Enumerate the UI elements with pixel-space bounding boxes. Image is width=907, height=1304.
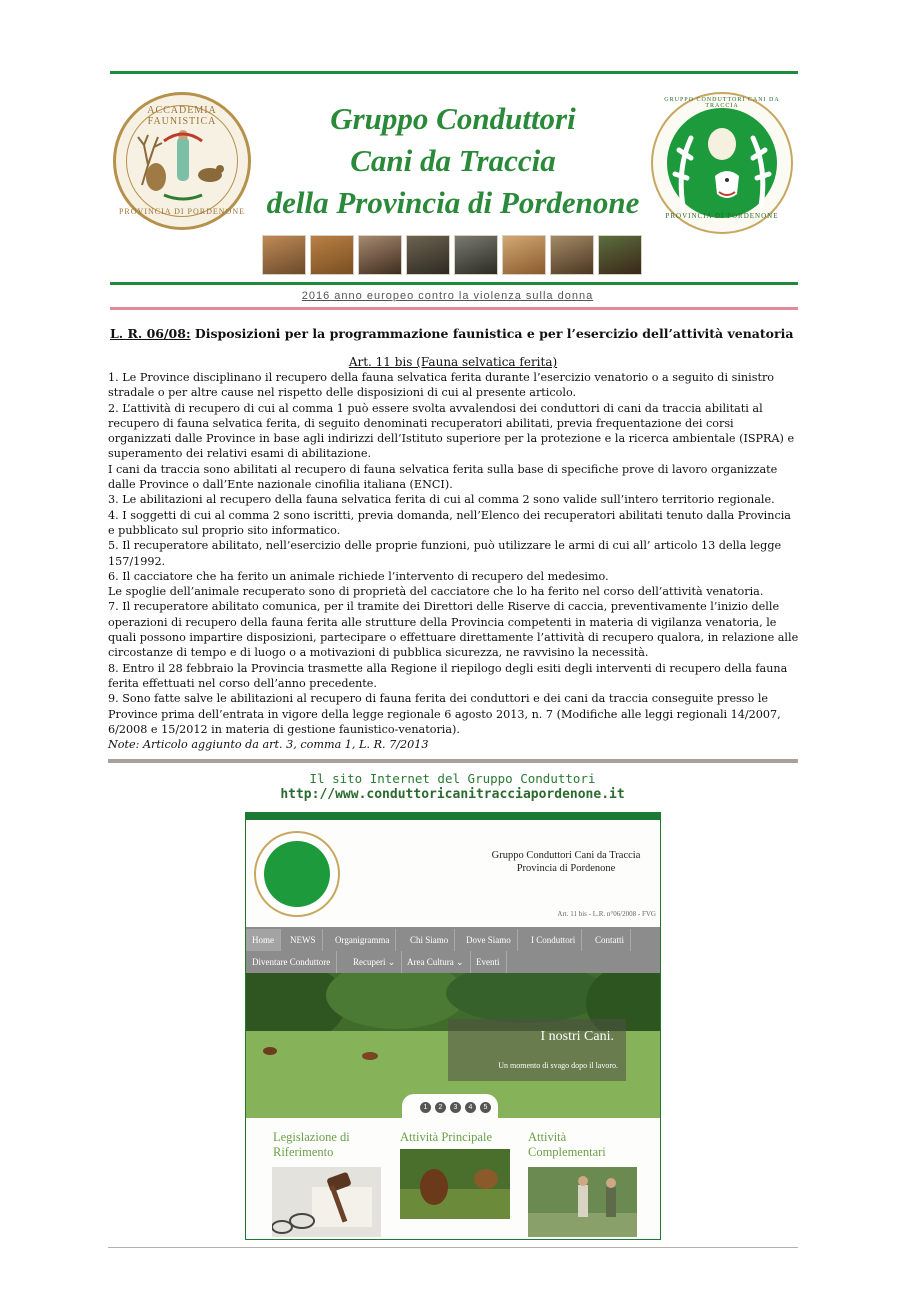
law-paragraph: 2. L’attività di recupero di cui al comma 1 può essere svolta avvalendosi dei conduttori di cani da traccia abilitati al recupero di fauna selvatica ferita, di seguito denominati recuperatori abilitati, previa frequentazione dei corsi organizzati dalle Province in base agli indirizzi dell’Istituto superiore per la protezione e la ricerca ambientale (ISPRA) e superamento dei relativi esami di abilitazione. <box>108 401 795 461</box>
people-in-woods-icon <box>528 1167 637 1237</box>
site-top-bar <box>246 813 660 820</box>
title-line-1: Gruppo Conduttori <box>330 101 576 136</box>
seal-top-text: GRUPPO CONDUTTORI CANI DA TRACCIA <box>664 97 780 109</box>
site-nav <box>246 927 661 973</box>
legislation-thumbnail[interactable] <box>272 1167 381 1237</box>
gavel-icon <box>272 1167 381 1237</box>
law-note: Note: Articolo aggiunto da art. 3, comma 1, L. R. 7/2013 <box>108 738 429 752</box>
main-activity-thumbnail[interactable] <box>400 1149 510 1219</box>
header-divider-green <box>110 282 798 285</box>
law-paragraph: 8. Entro il 28 febbraio la Provincia trasmette alla Regione il riepilogo degli esiti degli interventi di recupero della fauna ferita effettuati nel corso dell’anno precedente. <box>108 661 788 690</box>
seal-bottom-text: PROVINCIA DI PORDENONE <box>665 212 779 220</box>
law-paragraph: I cani da traccia sono abilitati al recupero di fauna selvatica ferita sulla base di specifiche prove di lavoro organizzate dalle Province o dall’Ente nazionale cinofilia italiana (ENCI). <box>108 462 778 492</box>
column-title-attivita-complementari[interactable]: Attività Complementari <box>528 1130 606 1159</box>
nav-eventi[interactable]: Eventi <box>470 951 507 973</box>
column-title-attivita-principale[interactable]: Attività Principale <box>400 1130 492 1144</box>
website-screenshot <box>245 812 661 1240</box>
article-title <box>108 355 798 369</box>
nav-recuperi[interactable]: Recuperi ⌄ <box>347 951 402 973</box>
slider-pagination <box>402 1094 498 1118</box>
slider-dot[interactable]: 3 <box>450 1102 461 1113</box>
tagline: 2016 anno europeo contro la violenza sulla donna <box>301 290 594 302</box>
hero-title: I nostri Cani. <box>540 1029 614 1044</box>
seal-top-text: ACCADEMIA FAUNISTICA <box>147 105 217 127</box>
bottom-divider <box>108 1247 798 1248</box>
law-reference: L. R. 06/08: <box>110 326 191 341</box>
dog-and-antlers-icon <box>671 118 773 218</box>
slider-dot[interactable]: 4 <box>465 1102 476 1113</box>
hero-subtitle: Un momento di svago dopo il lavoro. <box>498 1061 618 1070</box>
nav-chi-siamo[interactable]: Chi Siamo <box>404 929 455 951</box>
nav-news[interactable]: NEWS <box>284 929 323 951</box>
column-title-legislazione[interactable]: Legislazione di Riferimento <box>273 1130 350 1159</box>
law-paragraph: 5. Il recuperatore abilitato, nell’esercizio delle proprie funzioni, può utilizzare le armi di cui all’ articolo 13 della legge 157/1992. <box>108 539 782 568</box>
law-paragraph: 1. Le Province disciplinano il recupero della fauna selvatica ferita durante l’esercizio venatorio o a seguito di sinistro stradale o per altre cause nel rispetto delle disposizioni di cui al presente articolo. <box>108 371 775 400</box>
website-url-link[interactable]: http://www.conduttoricanitracciapordenone.it <box>280 787 625 802</box>
dog-photo <box>406 235 450 275</box>
website-caption: Il sito Internet del Gruppo Conduttori <box>309 771 596 786</box>
academy-seal-logo <box>113 92 251 230</box>
hero-caption <box>448 1019 626 1081</box>
site-title-line-1: Gruppo Conduttori Cani da Traccia <box>491 850 641 861</box>
article-title-text: Art. 11 bis (Fauna selvatica ferita) <box>348 355 558 369</box>
complementary-activity-thumbnail[interactable] <box>528 1167 637 1237</box>
site-article-ref: Art. 11 bis - L.R. n°06/2008 - FVG <box>557 910 656 918</box>
group-seal-logo <box>651 92 793 234</box>
law-heading-text: Disposizioni per la programmazione faunistica e per l’esercizio dell’attività venatoria <box>190 326 794 341</box>
site-logo[interactable] <box>254 831 340 917</box>
law-heading <box>110 326 810 341</box>
page-title <box>248 98 658 224</box>
law-paragraph: 4. I soggetti di cui al comma 2 sono iscritti, previa domanda, nell’Elenco dei recuperatori abilitati tenuto dalla Provincia e pubblicato sul proprio sito informatico. <box>108 508 791 537</box>
law-paragraph: Le spoglie dell’animale recuperato sono di proprietà del cacciatore che lo ha ferito nel corso dell’attività venatoria. <box>108 585 764 599</box>
title-line-2: Cani da Traccia <box>350 143 556 178</box>
law-paragraph: 9. Sono fatte salve le abilitazioni al recupero di fauna ferita dei conduttori e dei cani da traccia conseguite presso le Province prima dell’entrata in vigore della legge regionale 6 agosto 2013, n. 7 (Modifiche alle leggi regionali 14/2007, 6/2008 e 15/2012 in materia di gestione faunistico-venatoria). <box>108 692 781 736</box>
law-paragraph: 3. Le abilitazioni al recupero della fauna selvatica ferita di cui al comma 2 sono valide sull’intero territorio regionale. <box>108 493 775 507</box>
slider-dot[interactable]: 2 <box>435 1102 446 1113</box>
dog-photo <box>358 235 402 275</box>
nav-dove-siamo[interactable]: Dove Siamo <box>460 929 518 951</box>
seal-bottom-text: PROVINCIA DI PORDENONE <box>118 207 245 216</box>
nav-organigramma[interactable]: Organigramma <box>329 929 396 951</box>
dog-photo <box>310 235 354 275</box>
nav-contatti[interactable]: Contatti <box>589 929 631 951</box>
dogs-photo-icon <box>400 1149 510 1219</box>
nav-home[interactable]: Home <box>246 929 281 951</box>
nav-diventare-conduttore[interactable]: Diventare Conduttore <box>246 951 337 973</box>
dog-photo <box>598 235 642 275</box>
slider-dot[interactable]: 5 <box>480 1102 491 1113</box>
title-line-3: della Provincia di Pordenone <box>266 185 640 220</box>
dog-photo <box>550 235 594 275</box>
dog-photo <box>454 235 498 275</box>
nav-i-conduttori[interactable]: I Conduttori <box>525 929 582 951</box>
law-paragraph: 7. Il recuperatore abilitato comunica, per il tramite dei Direttori delle Riserve di caccia, preventivamente l’inizio delle operazioni di recupero della fauna ferita alle strutture della Provincia competenti in materia di vigilanza venatoria, le quali possono impartire disposizioni, partecipare o effettuare direttamente l’attività di recupero qualora, in relazione alle circostanze di tempo e di luogo o a motivazioni di pubblica sicurezza, ne ravvisino la necessità. <box>108 600 799 660</box>
nav-area-cultura[interactable]: Area Cultura ⌄ <box>401 951 471 973</box>
site-title-line-2: Provincia di Pordenone <box>516 863 616 874</box>
slider-dot[interactable]: 1 <box>420 1102 431 1113</box>
dog-photo <box>502 235 546 275</box>
deer-and-birds-icon <box>134 125 234 203</box>
site-title <box>476 849 656 875</box>
law-paragraph: 6. Il cacciatore che ha ferito un animale richiede l’intervento di recupero del medesimo. <box>108 569 609 583</box>
law-body <box>108 370 800 752</box>
section-divider <box>108 759 798 763</box>
top-divider <box>110 71 798 74</box>
dog-photo <box>262 235 306 275</box>
header-divider-pink <box>110 307 798 310</box>
